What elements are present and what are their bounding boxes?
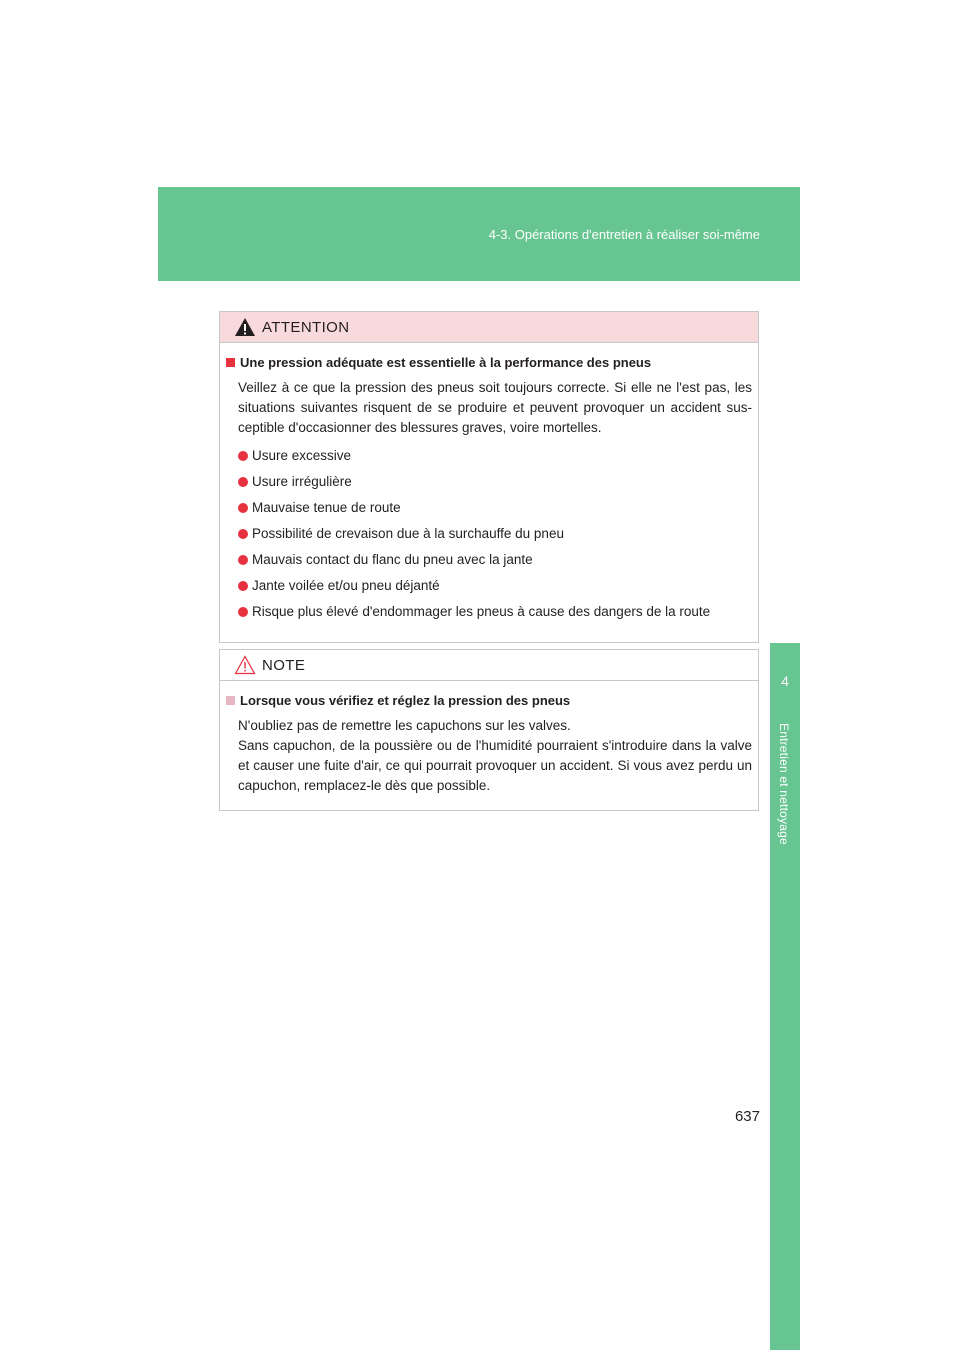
list-item: Mauvaise tenue de route <box>238 498 752 518</box>
note-title: NOTE <box>262 657 306 674</box>
bullet-dot-icon <box>238 503 248 513</box>
note-heading <box>226 693 752 708</box>
square-bullet-icon <box>226 358 235 367</box>
chapter-tab <box>770 643 800 1350</box>
section-title: 4-3. Opérations d'entretien à réaliser soi-même <box>488 227 760 242</box>
attention-paragraph: Veillez à ce que la pression des pneus soit toujours correcte. Si elle ne l'est pas, les situations suivantes risquent de se produire et peuvent provoquer un accident sus-ceptible d'occasionner des blessures graves, voire mortelles. <box>238 380 752 435</box>
bullet-dot-icon <box>238 529 248 539</box>
note-line-2: Sans capuchon, de la poussière ou de l'humidité pourraient s'introduire dans la valve et causer une fuite d'air, ce qui pourrait provoquer un accident. Si vous avez perdu un capuchon, remplacez-le dès que possible. <box>238 738 752 793</box>
attention-box <box>219 311 759 643</box>
attention-heading <box>226 355 752 370</box>
list-item: Usure irrégulière <box>238 472 752 492</box>
chapter-label: Entretien et nettoyage <box>777 723 791 845</box>
list-item: Risque plus élevé d'endommager les pneus à cause des dangers de la route <box>238 602 752 622</box>
bullet-dot-icon <box>238 555 248 565</box>
square-bullet-icon <box>226 696 235 705</box>
warning-triangle-outline-icon <box>234 655 256 680</box>
bullet-dot-icon <box>238 581 248 591</box>
bullet-dot-icon <box>238 607 248 617</box>
note-box <box>219 649 759 811</box>
chapter-number: 4 <box>781 673 789 689</box>
note-heading-text: Lorsque vous vérifiez et réglez la pression des pneus <box>240 693 571 708</box>
note-line-1: N'oubliez pas de remettre les capuchons sur les valves. <box>238 718 571 733</box>
list-item: Jante voilée et/ou pneu déjanté <box>238 576 752 596</box>
list-item: Mauvais contact du flanc du pneu avec la jante <box>238 550 752 570</box>
warning-triangle-filled-icon <box>234 317 256 342</box>
attention-list <box>238 446 752 622</box>
attention-heading-text: Une pression adéquate est essentielle à la performance des pneus <box>240 355 652 370</box>
list-item: Usure excessive <box>238 446 752 466</box>
attention-header <box>220 312 758 343</box>
page-number: 637 <box>734 1108 760 1125</box>
list-item: Possibilité de crevaison due à la surchauffe du pneu <box>238 524 752 544</box>
header-band <box>158 187 800 281</box>
attention-title: ATTENTION <box>262 319 350 336</box>
bullet-dot-icon <box>238 477 248 487</box>
bullet-dot-icon <box>238 451 248 461</box>
note-header <box>220 650 758 681</box>
